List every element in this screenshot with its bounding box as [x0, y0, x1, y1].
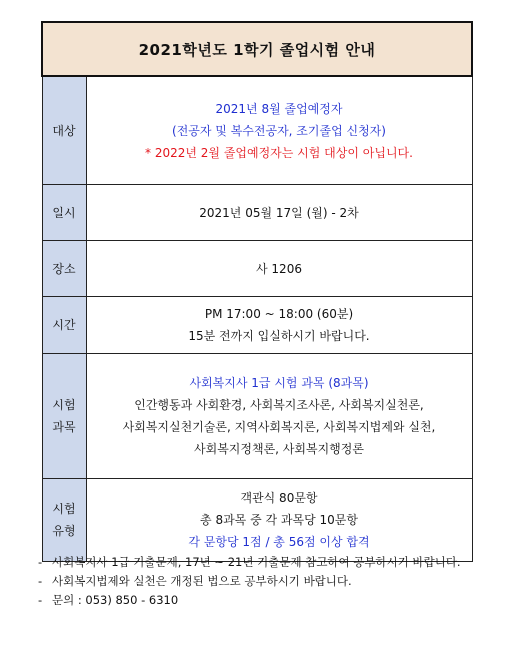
notice-table: [41, 21, 473, 562]
subject-line-2: 사회복지실천기술론, 지역사회복지론, 사회복지법제와 실천,: [122, 420, 436, 434]
time-note: 15분 전까지 입실하시기 바랍니다.: [188, 329, 370, 343]
label-type-line-2: 유형: [52, 524, 76, 538]
label-place: 장소: [42, 241, 86, 297]
subject-line-3: 사회복지정책론, 사회복지행정론: [194, 442, 364, 456]
notice-title: 2021학년도 1학기 졸업시험 안내: [42, 22, 472, 76]
label-target: 대상: [42, 76, 86, 185]
row-subject: [42, 354, 472, 479]
content-target: [86, 76, 472, 185]
row-date: [42, 185, 472, 241]
label-date: 일시: [42, 185, 86, 241]
label-subject: [42, 354, 86, 479]
target-warning: * 2022년 2월 졸업예정자는 시험 대상이 아닙니다.: [145, 145, 413, 160]
notice-sheet: [41, 21, 471, 562]
row-place: [42, 241, 472, 297]
note-item: [38, 572, 478, 591]
label-time: 시간: [42, 297, 86, 354]
note-bullet: -: [38, 555, 43, 569]
type-pass-criteria: 각 문항당 1점 / 총 56점 이상 합격: [188, 535, 370, 549]
note-item: [38, 591, 478, 610]
note-item: [38, 553, 478, 572]
content-time: [86, 297, 472, 354]
row-type: [42, 479, 472, 562]
note-bullet: -: [38, 593, 43, 607]
label-type-line-1: 시험: [52, 502, 76, 516]
content-date: 2021년 05월 17일 (월) - 2차: [86, 185, 472, 241]
content-place: 사 1206: [86, 241, 472, 297]
subject-heading: 사회복지사 1급 시험 과목 (8과목): [189, 376, 369, 390]
target-line-1: 2021년 8월 졸업예정자: [215, 101, 343, 116]
note-text: 사회복지사 1급 기출문제, 17년 ~ 21년 기출문제 참고하여 공부하시기 바랍니다.: [52, 555, 461, 569]
label-type: [42, 479, 86, 562]
row-target: [42, 76, 472, 185]
note-bullet: -: [38, 574, 43, 588]
note-text: 문의 : 053) 850 - 6310: [52, 593, 179, 607]
type-line-2: 총 8과목 중 각 과목당 10문항: [200, 513, 358, 527]
subject-line-1: 인간행동과 사회환경, 사회복지조사론, 사회복지실천론,: [134, 398, 424, 412]
label-subject-line-2: 과목: [52, 420, 76, 434]
target-line-2: (전공자 및 복수전공자, 조기졸업 신청자): [172, 123, 386, 138]
content-type: [86, 479, 472, 562]
type-line-1: 객관식 80문항: [240, 491, 318, 505]
note-text: 사회복지법제와 실천은 개정된 법으로 공부하시기 바랍니다.: [52, 574, 352, 588]
notes-list: [38, 553, 478, 610]
label-subject-line-1: 시험: [52, 398, 76, 412]
row-time: [42, 297, 472, 354]
content-subject: [86, 354, 472, 479]
time-range: PM 17:00 ~ 18:00 (60분): [204, 307, 354, 321]
